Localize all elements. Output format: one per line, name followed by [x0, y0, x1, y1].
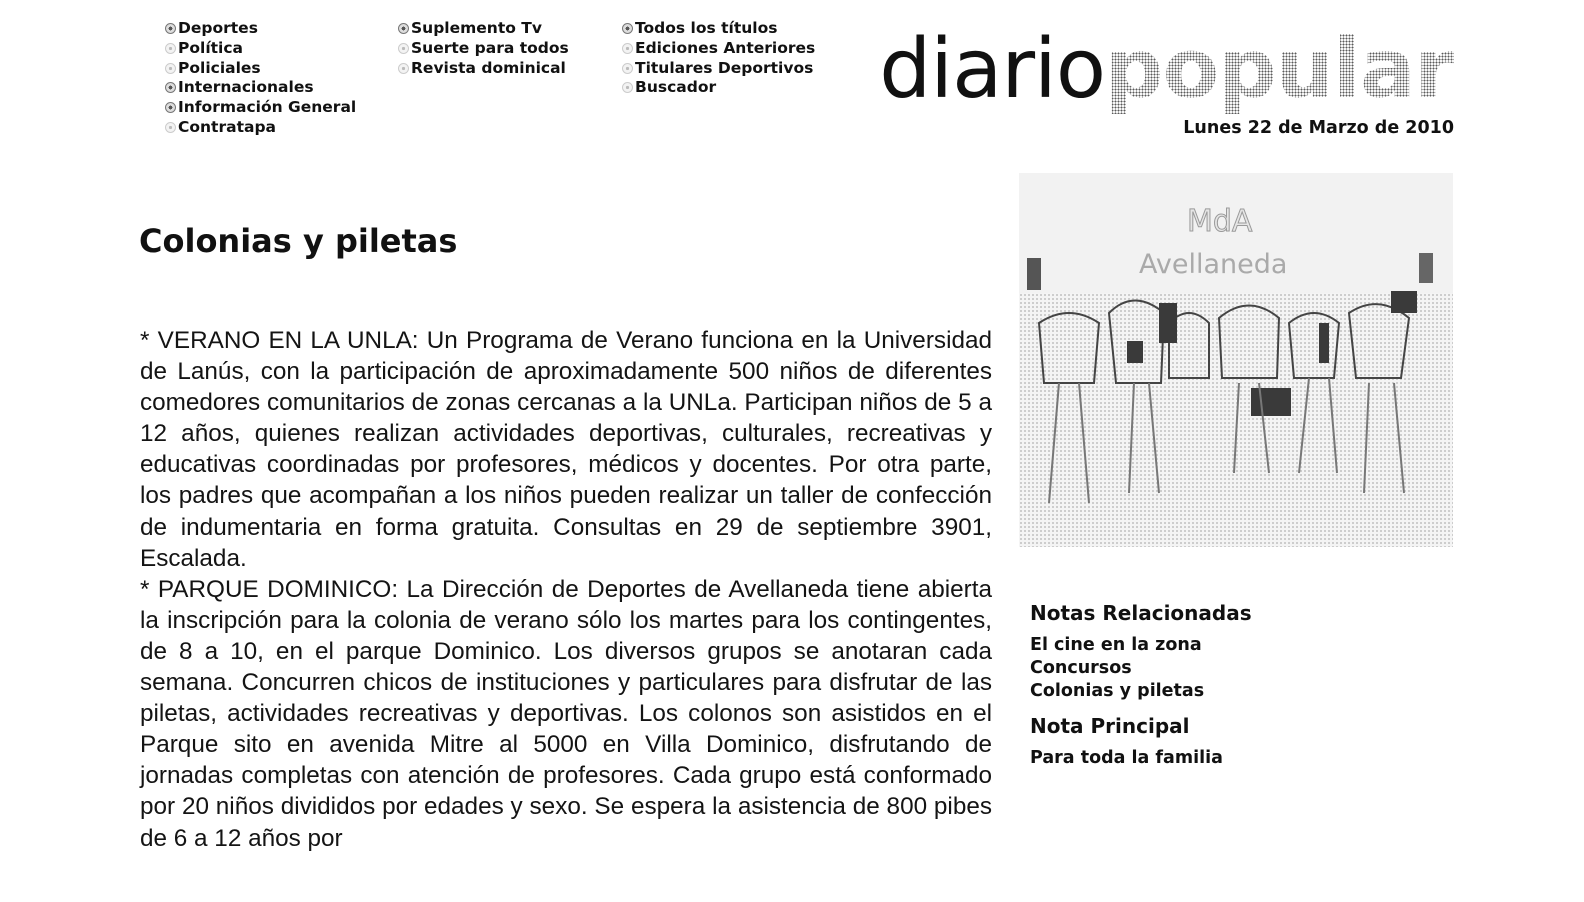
nav-link-titulares-deportivos[interactable]: Titulares Deportivos	[622, 59, 815, 79]
article-body	[140, 325, 992, 854]
photo-legs	[1049, 378, 1404, 503]
nav-link-buscador[interactable]: Buscador	[622, 78, 815, 98]
nav-link-deportes[interactable]: Deportes	[165, 19, 356, 39]
bullet-icon	[165, 122, 176, 133]
bullet-icon	[165, 102, 176, 113]
related-notes-heading: Notas Relacionadas	[1030, 601, 1252, 625]
article-paragraph-parque-dominico: * PARQUE DOMINICO: La Dirección de Deportes de Avellaneda tiene abierta la inscripción para la colonia de verano sólo los martes para los contingentes, de 8 a 10, en el parque Dominico. Los diversos grupos se anotaran cada semana. Concurren chicos de instituciones y particulares para disfrutar de las piletas, actividades recreativas y deportivas. Los colonos son asistidos en el Parque sito en avenida Mitre al 5000 en Villa Dominico, disfrutando de jornadas completas con atención de profesores. Cada grupo está conformado por 20 niños divididos por edades y sexo. Se espera la asistencia de 800 pibes de 6 a 12 años por	[140, 575, 992, 852]
photo-crowd	[1039, 301, 1409, 384]
nav-column-archive	[622, 19, 815, 98]
related-note-link[interactable]: Colonias y piletas	[1030, 681, 1205, 701]
bullet-icon	[398, 23, 409, 34]
nav-link-suplemento-tv[interactable]: Suplemento Tv	[398, 19, 569, 39]
nav-link-ediciones-anteriores[interactable]: Ediciones Anteriores	[622, 39, 815, 59]
bullet-icon	[622, 82, 633, 93]
logo-part-diario: diario	[879, 22, 1105, 117]
bullet-icon	[165, 23, 176, 34]
bullet-icon	[622, 23, 633, 34]
photo-sign-line2: Avellaneda	[1139, 249, 1288, 280]
nav-link-policiales[interactable]: Policiales	[165, 59, 356, 79]
nav-column-supplements	[398, 19, 569, 78]
related-note-link[interactable]: Concursos	[1030, 658, 1132, 678]
nav-link-politica[interactable]: Política	[165, 39, 356, 59]
related-notes-list	[1030, 634, 1360, 703]
bullet-icon	[165, 82, 176, 93]
photo-sign-line1: MdA	[1187, 204, 1253, 239]
main-note-heading: Nota Principal	[1030, 714, 1190, 738]
bullet-icon	[398, 63, 409, 74]
photo-post-left	[1027, 258, 1041, 290]
article-headline: Colonias y piletas	[139, 222, 458, 260]
bullet-icon	[398, 43, 409, 54]
article-photo	[1019, 173, 1453, 547]
bullet-icon	[622, 63, 633, 74]
edition-date: Lunes 22 de Marzo de 2010	[1183, 118, 1454, 138]
nav-column-sections	[165, 19, 356, 138]
main-note-list	[1030, 747, 1360, 770]
article-paragraph-verano-unla: * VERANO EN LA UNLA: Un Programa de Verano funciona en la Universidad de Lanús, con la participación de aproximadamente 500 niños de diferentes comedores comunitarios de zonas cercanas a la UNLa. Participan niños de 5 a 12 años, quienes realizan actividades deportivas, culturales, recreativas y educativas coordinadas por profesores, médicos y docentes. Por otra parte, los padres que acompañan a los niños pueden realizar un taller de confección de indumentaria en forma gratuita. Consultas en 29 de septiembre 3901, Escalada.	[140, 327, 992, 572]
logo-part-popular: popular	[1105, 22, 1454, 117]
bullet-icon	[165, 63, 176, 74]
nav-link-informacion-general[interactable]: Información General	[165, 98, 356, 118]
bullet-icon	[622, 43, 633, 54]
bullet-icon	[165, 43, 176, 54]
sidebar-notes	[1030, 600, 1360, 770]
nav-link-revista-dominical[interactable]: Revista dominical	[398, 59, 569, 79]
site-logo[interactable]	[879, 20, 1454, 120]
photo-illustration	[1019, 173, 1453, 547]
nav-link-suerte-para-todos[interactable]: Suerte para todos	[398, 39, 569, 59]
photo-post-right	[1419, 253, 1433, 283]
nav-link-internacionales[interactable]: Internacionales	[165, 78, 356, 98]
nav-link-todos-los-titulos[interactable]: Todos los títulos	[622, 19, 815, 39]
related-note-link[interactable]: El cine en la zona	[1030, 635, 1202, 655]
main-note-link[interactable]: Para toda la familia	[1030, 748, 1223, 768]
photo-dark-patches	[1127, 291, 1417, 416]
nav-link-contratapa[interactable]: Contratapa	[165, 118, 356, 138]
